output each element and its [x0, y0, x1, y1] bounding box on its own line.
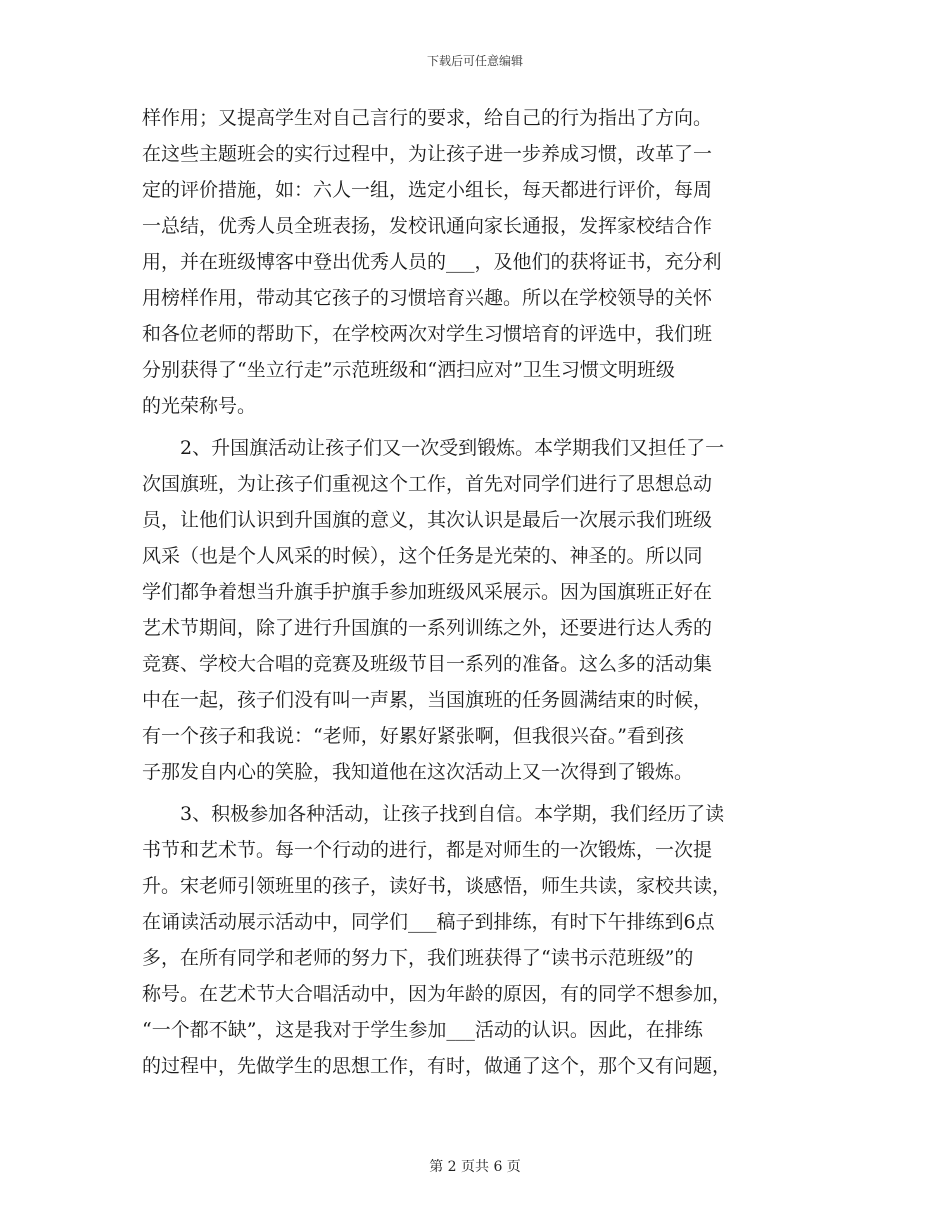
text-line: 在诵读活动展示活动中，同学们___稿子到排练，有时下午排练到6点	[142, 911, 715, 933]
text-line: 和各位老师的帮助下，在学校两次对学生习惯培育的评选中，我们班	[142, 323, 713, 345]
text-line: 用，并在班级博客中登出优秀人员的___，及他们的获将证书，充分利	[142, 251, 722, 273]
text-line: 次国旗班，为让孩子们重视这个工作，首先对同学们进行了思想总动	[142, 473, 713, 495]
text-line: 一总结，优秀人员全班表扬，发校讯通向家长通报，发挥家校结合作	[142, 215, 713, 237]
text-line: 2、升国旗活动让孩子们又一次受到锻炼。本学期我们又担任了一	[180, 437, 725, 459]
text-line: 艺术节期间，除了进行升国旗的一系列训练之外，还要进行达人秀的	[142, 617, 713, 639]
text-line: 有一个孩子和我说：“老师，好累好紧张啊，但我很兴奋。”看到孩	[142, 725, 684, 747]
text-line: 子那发自内心的笑脸，我知道他在这次活动上又一次得到了锻炼。	[142, 761, 694, 783]
text-line: 学们都争着想当升旗手护旗手参加班级风采展示。因为国旗班正好在	[142, 581, 713, 603]
text-line: 中在一起，孩子们没有叫一声累，当国旗班的任务圆满结束的时候，	[142, 689, 713, 711]
text-line: 定的评价措施，如：六人一组，选定小组长，每天都进行评价，每周	[142, 179, 713, 201]
text-line: 用榜样作用，带动其它孩子的习惯培育兴趣。所以在学校领导的关怀	[142, 287, 713, 309]
document-body	[142, 100, 810, 1084]
text-line: 风采（也是个人风采的时候），这个任务是光荣的、神圣的。所以同	[142, 545, 703, 567]
page-header: 下载后可任意编辑	[426, 54, 523, 68]
text-line: 员，让他们认识到升国旗的意义，其次认识是最后一次展示我们班级	[142, 509, 713, 531]
text-line: 的过程中，先做学生的思想工作，有时，做通了这个，那个又有问题，	[142, 1055, 732, 1077]
text-line: 的光荣称号。	[142, 395, 257, 417]
text-line: “一个都不缺”，这是我对于学生参加___活动的认识。因此，在排练	[142, 1019, 703, 1041]
page-number-footer: 第 2 页共 6 页	[429, 1159, 521, 1175]
text-line: 书节和艺术节。每一个行动的进行，都是对师生的一次锻炼，一次提	[142, 839, 713, 861]
text-line: 在这些主题班会的实行过程中，为让孩子进一步养成习惯，改革了一	[142, 143, 713, 165]
text-line: 多，在所有同学和老师的努力下，我们班获得了“读书示范班级”的	[142, 947, 694, 969]
text-line: 升。宋老师引领班里的孩子，读好书，谈感悟，师生共读，家校共读，	[142, 875, 732, 897]
text-line: 3、积极参加各种活动，让孩子找到自信。本学期，我们经历了读	[180, 803, 725, 825]
text-line: 分别获得了“坐立行走”示范班级和“洒扫应对”卫生习惯文明班级	[142, 359, 675, 381]
text-line: 样作用；又提高学生对自己言行的要求，给自己的行为指出了方向。	[142, 107, 713, 129]
text-line: 称号。在艺术节大合唱活动中，因为年龄的原因，有的同学不想参加，	[142, 983, 732, 1005]
text-line: 竞赛、学校大合唱的竞赛及班级节目一系列的准备。这么多的活动集	[142, 653, 713, 675]
